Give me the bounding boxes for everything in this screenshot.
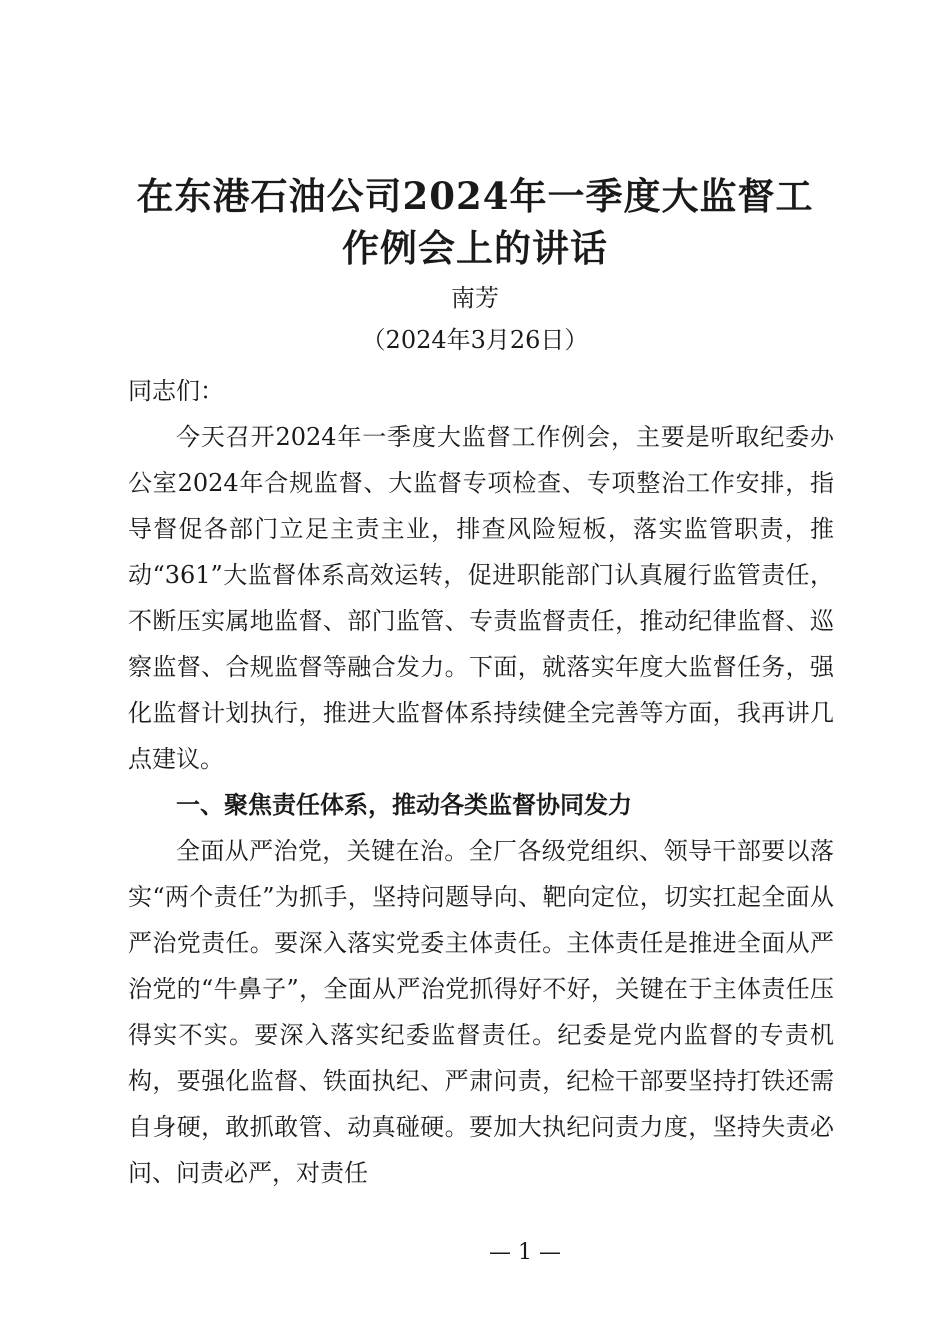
speech-date: （2024年3月26日）: [361, 326, 589, 354]
body-paragraph: 全面从严治党，关键在治。全厂各级党组织、领导干部要以落实“两个责任”为抓手，坚持问题导向、靶向定位，切实扛起全面从严治党责任。要深入落实党委主体责任。主体责任是推进全面从严治党的“牛鼻子”，全面从严治党抓得好不好，关键在于主体责任压得实不实。要深入落实纪委监督责任。纪委是党内监督的专责机构，要强化监督、铁面执纪、严肃问责，纪检干部要坚持打铁还需自身硬，敢抓敢管、动真碰硬。要加大执纪问责力度，坚持失责必问、问责必严，对责任: [128, 837, 834, 1187]
intro-paragraph: 今天召开2024年一季度大监督工作例会，主要是听取纪委办公室2024年合规监督、大监督专项检查、专项整治工作安排，指导督促各部门立足主责主业，排查风险短板，落实监管职责，推动“361”大监督体系高效运转，促进职能部门认真履行监管责任，不断压实属地监督、部门监管、专责监督责任，推动纪律监督、巡察监督、合规监督等融合发力。下面，就落实年度大监督任务，强化监督计划执行，推进大监督体系持续健全完善等方面，我再讲几点建议。: [128, 423, 834, 773]
document-title: 在东港石油公司2024年一季度大监督工作例会上的讲话: [136, 174, 814, 270]
page-number: — 1 —: [489, 1240, 561, 1265]
salutation: 同志们：: [128, 377, 224, 405]
author-name: 南芳: [451, 284, 499, 312]
section-heading-1: 一、聚焦责任体系，推动各类监督协同发力: [176, 791, 632, 819]
document-body: [128, 368, 834, 1196]
